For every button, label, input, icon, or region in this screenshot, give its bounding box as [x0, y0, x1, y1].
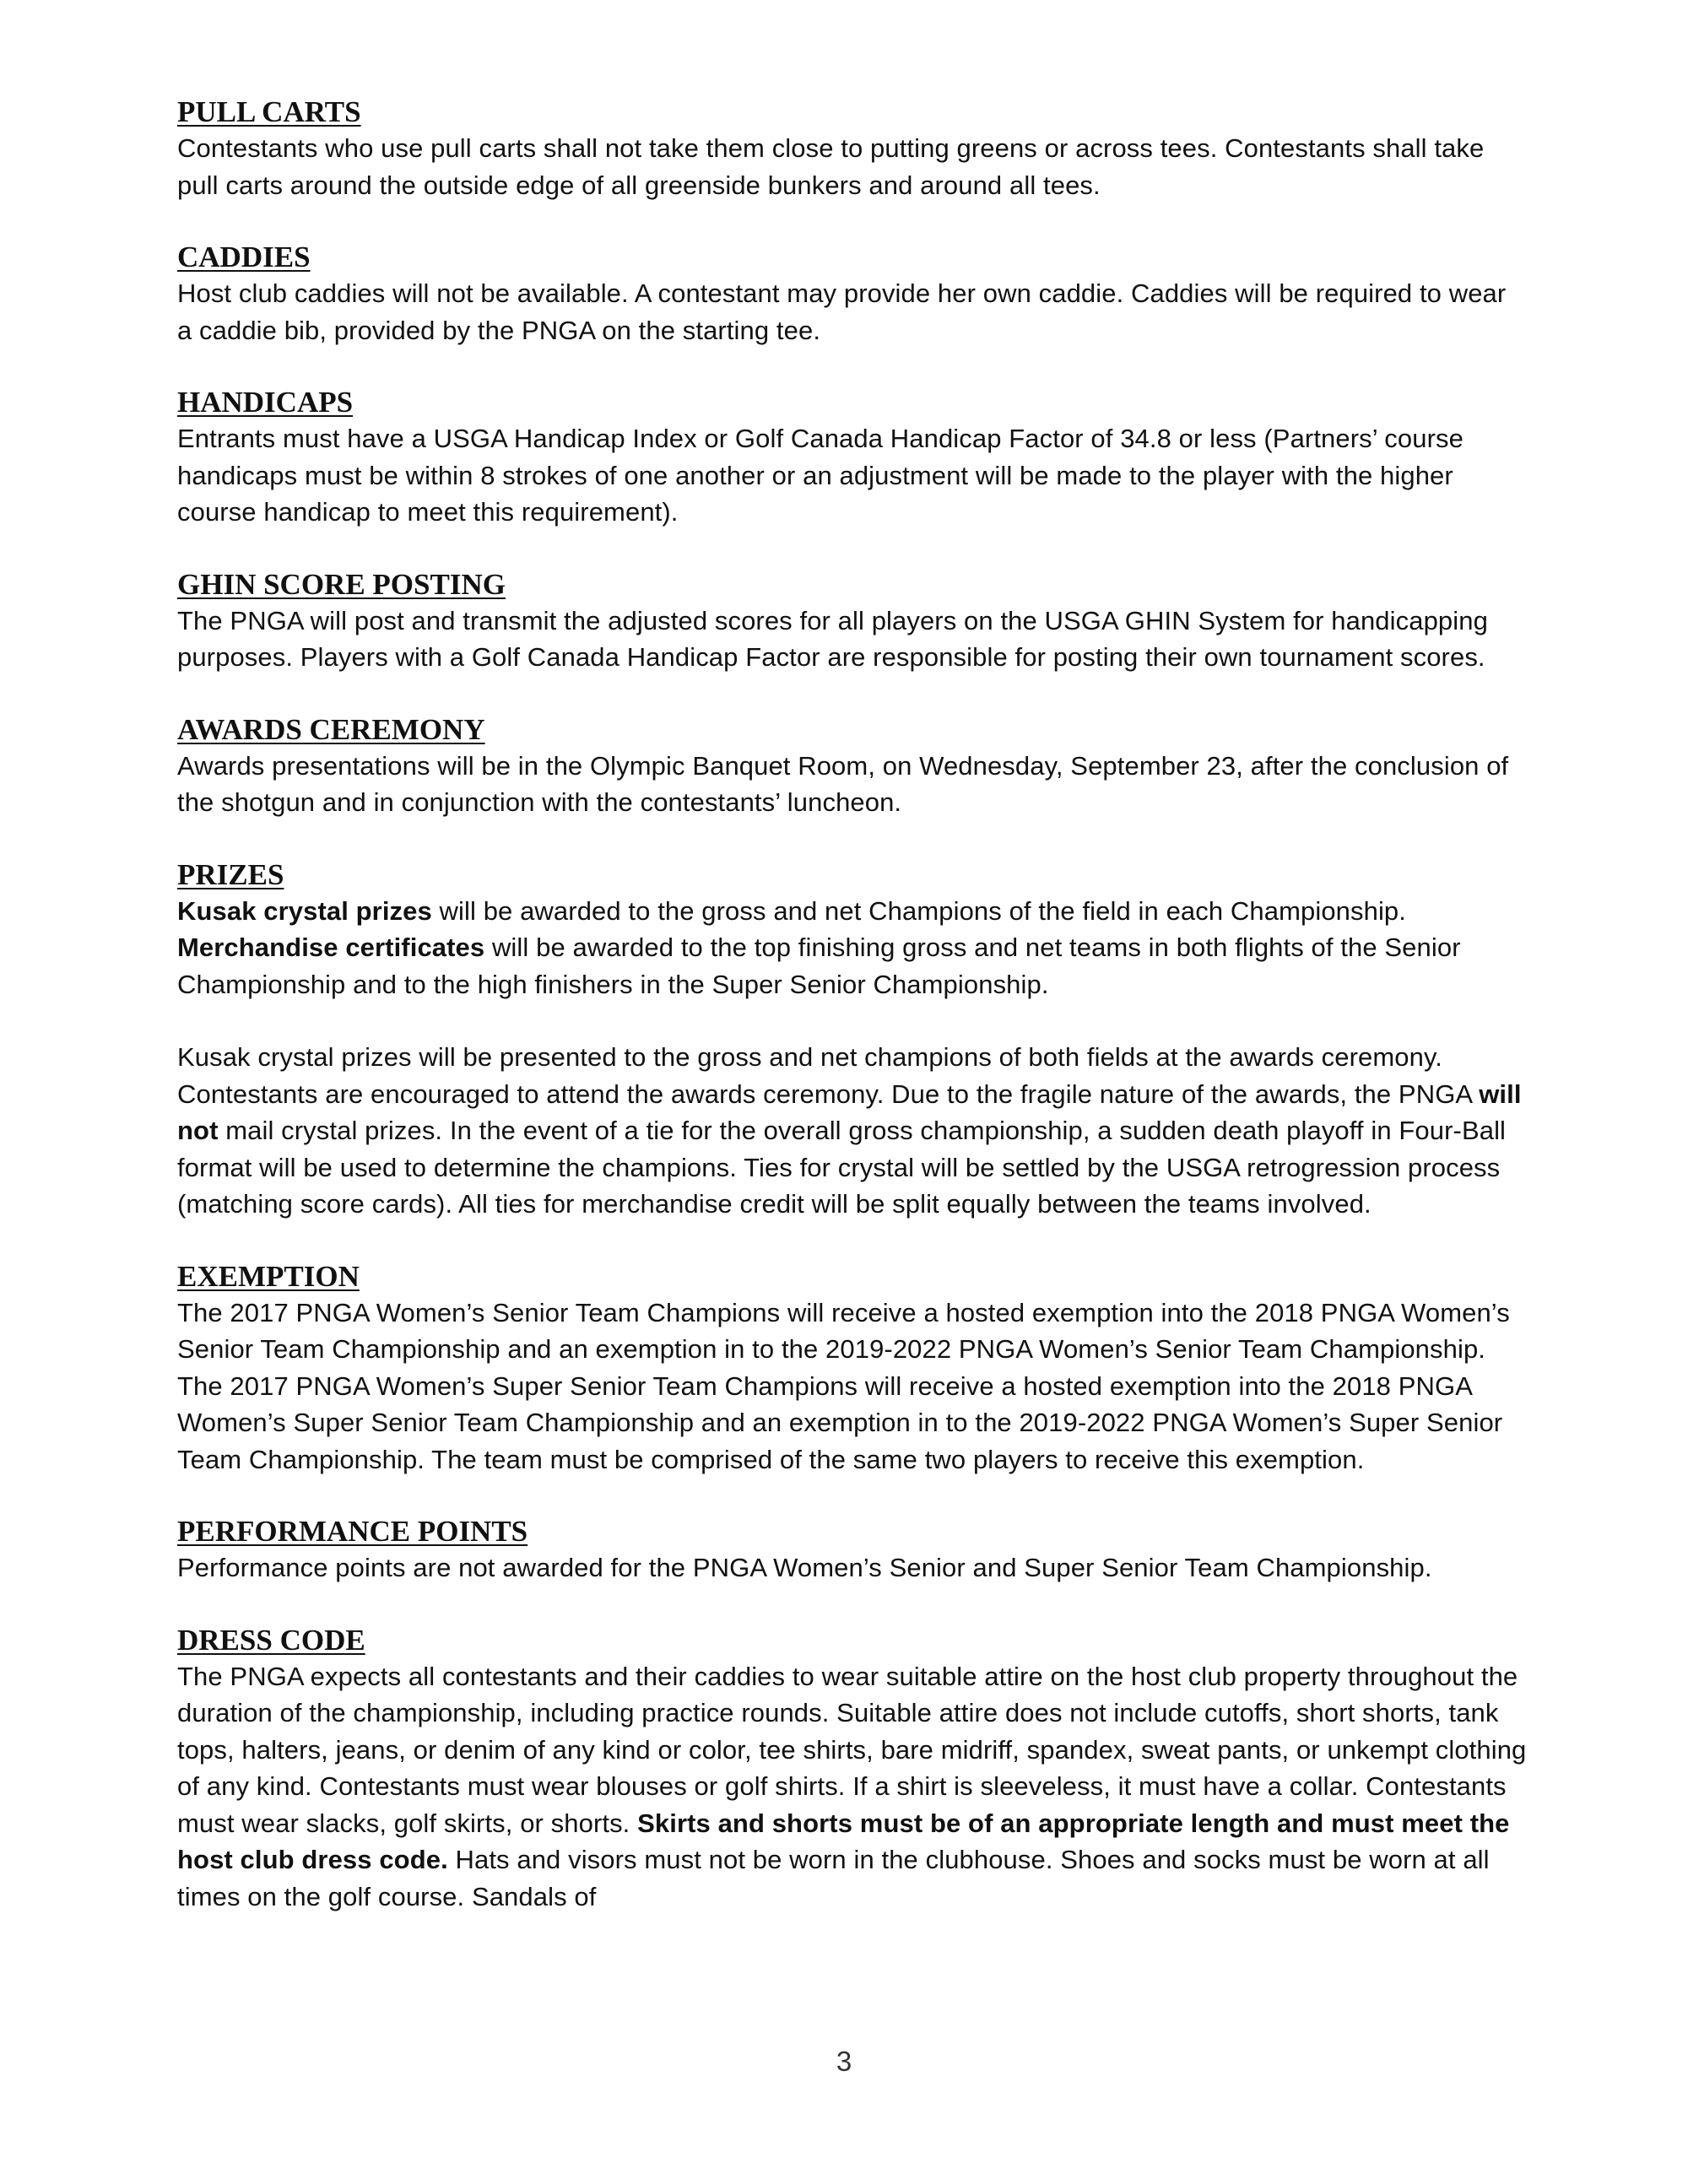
section-heading: DRESS CODE — [177, 1623, 365, 1657]
bold-phrase: Merchandise certificates — [177, 933, 485, 962]
section-handicaps — [177, 385, 1528, 531]
section-paragraph: Host club caddies will not be available. A contestant may provide her own caddie. Caddies will be required to wear a caddie bib, provided by the PNGA on the starting tee. — [177, 278, 1507, 345]
section-heading: AWARDS CEREMONY — [177, 712, 485, 746]
text-run: The PNGA expects all contestants and their caddies to wear suitable attire on the host club property throughout the duration of the championship, including practice rounds. Suitable attire does not include cutoffs, short shorts, tank tops, halters, jeans, or denim of any kind or color, tee shirts, bare midriff, spandex, sweat pants, or unkempt clothing of any kind. Contestants must wear blouses or golf shirts. If a shirt is sleeveless, it must have a collar. Contestants must wear slacks, golf skirts, or shorts. — [177, 1661, 1527, 1838]
section-performance-points — [177, 1514, 1528, 1587]
section-heading: CADDIES — [177, 241, 311, 273]
section-paragraph: Entrants must have a USGA Handicap Index or Golf Canada Handicap Factor of 34.8 or less (Partners’ course handicaps must be within 8 strokes of one another or an adjustment will be made to the player with the higher course handicap to meet this requirement). — [177, 424, 1463, 527]
section-paragraph: The 2017 PNGA Women’s Senior Team Champions will receive a hosted exemption into the 2018 PNGA Women’s Senior Team Championship and an exemption in to the 2019-2022 PNGA Women’s Senior Team Championship. The 2017 PNGA Women’s Super Senior Team Champions will receive a hosted exemption into the 2018 PNGA Women’s Super Senior Team Championship and an exemption in to the 2019-2022 PNGA Women’s Super Senior Team Championship. The team must be comprised of the same two players to receive this exemption. — [177, 1297, 1510, 1474]
text-run: Hats and visors must not be worn in the clubhouse. Shoes and socks must be worn at all times on the golf course. Sandals of — [177, 1845, 1490, 1911]
section-paragraph: Awards presentations will be in the Olympic Banquet Room, on Wednesday, September 23, after the conclusion of the shotgun and in conjunction with the contestants’ luncheon. — [177, 750, 1509, 817]
page-number: 3 — [836, 2046, 852, 2077]
section-paragraph — [177, 1658, 1528, 1916]
section-heading: GHIN SCORE POSTING — [177, 567, 506, 601]
section-prizes — [177, 857, 1528, 1223]
bold-phrase: will not — [177, 1078, 1522, 1145]
text-run: will be awarded to the gross and net Champions of the field in each Championship. — [431, 895, 1406, 926]
section-dress-code — [177, 1623, 1528, 1916]
bold-phrase: Skirts and shorts must be of an appropriate length and must meet the host club dress code. — [177, 1808, 1510, 1874]
text-run: Kusak crystal prizes will be presented to the gross and net champions of both fields at the awards ceremony. Contestants are encouraged to attend the awards ceremony. Due to the fragile nature of the awards, the PNGA — [177, 1042, 1480, 1109]
section-pull-carts — [177, 95, 1528, 203]
section-heading: PERFORMANCE POINTS — [177, 1515, 528, 1548]
section-heading: HANDICAPS — [177, 386, 354, 419]
section-ghin-score-posting — [177, 567, 1528, 676]
section-exemption — [177, 1259, 1528, 1479]
section-heading: PRIZES — [177, 857, 284, 891]
text-run: will be awarded to the top finishing gross and net teams in both flights of the Senior Championship and to the high finishers in the Super Senior Championship. — [177, 933, 1461, 999]
section-caddies — [177, 240, 1528, 349]
section-heading: EXEMPTION — [177, 1259, 360, 1293]
section-paragraph: Contestants who use pull carts shall not take them close to putting greens or across tees. Contestants shall take pull carts around the outside edge of all greenside bunkers and around all tees. — [177, 133, 1485, 200]
section-paragraph: Performance points are not awarded for the PNGA Women’s Senior and Super Senior Team Championship. — [177, 1553, 1432, 1582]
section-paragraph — [177, 1039, 1528, 1223]
document-page — [177, 95, 1528, 1951]
bold-phrase: Kusak crystal prizes — [177, 895, 432, 926]
section-paragraph: The PNGA will post and transmit the adjusted scores for all players on the USGA GHIN System for handicapping purposes. Players with a Golf Canada Handicap Factor are responsible for posting their own tournament scores. — [177, 605, 1488, 672]
text-run: mail crystal prizes. In the event of a tie for the overall gross championship, a sudden death playoff in Four-Ball format will be used to determine the champions. Ties for crystal will be settled by the USGA retrogression process (matching score cards). All ties for merchandise credit will be split equally between the teams involved. — [177, 1116, 1507, 1219]
section-heading: PULL CARTS — [177, 95, 361, 128]
section-awards-ceremony — [177, 712, 1528, 821]
section-paragraph — [177, 893, 1528, 1003]
